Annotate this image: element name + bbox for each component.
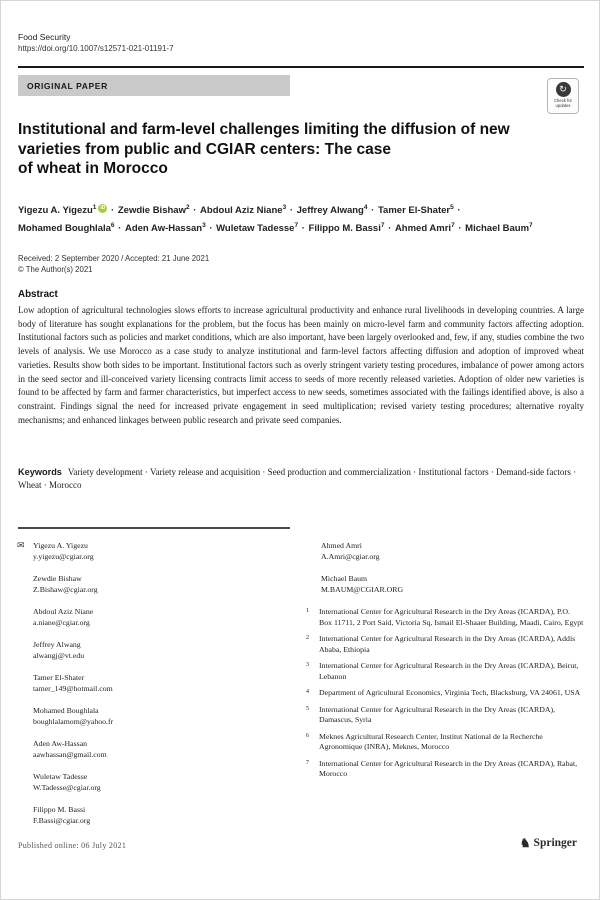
affiliation-item [306,705,584,726]
author-separator: · [190,205,200,217]
contact-block [306,541,584,562]
affiliation-number: 4 [306,689,309,695]
title-line-3: of wheat in Morocco [18,160,168,177]
author-affil-sup: 7 [294,222,299,230]
springer-knight-icon: ♞ [519,836,531,850]
contact-name: Jeffrey Alwang [33,640,81,649]
page-title [18,120,584,179]
author-separator: · [287,205,296,217]
contact-block [18,607,290,628]
check-updates-label: Check for updates [554,98,572,108]
author-separator: · [455,223,465,235]
contact-email[interactable]: alwangj@vt.edu [33,650,85,660]
affiliation-number: 3 [306,662,309,668]
author-affil-sup: 3 [282,204,287,211]
received-accepted: Received: 2 September 2020 / Accepted: 21 June 2021 [18,254,210,263]
affiliation-number: 7 [306,759,309,766]
contact-name: Ahmed Amri [321,541,362,550]
contact-email[interactable]: aawhassan@gmail.com [33,749,107,759]
author-affil-sup: 1 [92,204,97,211]
affiliation-text: Department of Agricultural Economics, Virginia Tech, Blacksburg, VA 24061, USA [319,688,581,697]
contact-name: Zewdie Bishaw [33,574,82,583]
contacts-column-right [306,541,584,786]
affiliation-text: International Center for Agricultural Research in the Dry Areas (ICARDA), Beirut, Lebanon [319,661,579,681]
author-affil-sup: 7 [451,222,455,230]
author-name: Jeffrey Alwang$^4$ [296,204,368,217]
article-type-banner [18,75,290,96]
affiliation-item [306,607,584,628]
affiliation-number: 2 [306,635,309,641]
contact-name: Yigezu A. Yigezu [33,541,88,550]
header-rule [18,66,584,68]
title-line-2: varieties from public and CGIAR centers: The case [18,140,391,158]
contact-name: Abdoul Aziz Niane [33,607,94,616]
footnote-rule [18,527,290,529]
affiliation-item [306,688,584,699]
contact-email[interactable]: A.Amri@cgiar.org [321,551,380,561]
affiliation-item [306,732,584,753]
affiliation-text: International Center for Agricultural Research in the Dry Areas (ICARDA), Rabat, Morocco [319,758,578,778]
contact-name: Wuletaw Tadesse [33,772,88,781]
author-name: Abdoul Aziz Niane$^3$ [200,204,287,217]
affiliation-item [306,634,584,655]
keywords-label: Keywords [18,467,62,477]
author-affil-sup: 6 [110,222,115,230]
author-list [18,200,584,236]
article-history [18,253,209,275]
contact-email[interactable]: y.yigezu@cgiar.org [33,551,94,561]
contact-email[interactable]: M.BAUM@CGIAR.ORG [321,584,404,594]
author-name: Ahmed Amri$^7$ [394,222,455,235]
author-separator: · [115,223,124,235]
author-affil-sup: 7 [380,222,385,230]
affiliation-number: 1 [306,608,309,614]
contact-block [18,772,290,793]
check-for-updates-badge[interactable] [547,78,579,114]
author-separator: · [385,223,394,235]
affiliation-list [306,607,584,780]
abstract-heading: Abstract [18,289,58,300]
contact-block [18,739,290,760]
author-name: Mohamed Boughlala$^6$ [18,222,115,235]
published-online: Published online: 06 July 2021 [18,841,127,850]
contact-email[interactable]: W.Tadesse@cgiar.org [33,782,101,792]
author-affil-sup: 2 [185,204,190,211]
contact-block [18,541,290,562]
doi-link[interactable]: https://doi.org/10.1007/s12571-021-01191-7 [18,44,174,53]
author-name: Wuletaw Tadesse$^7$ [216,222,299,235]
title-line-1: Institutional and farm-level challenges limiting the diffusion of new [18,121,510,138]
author-name: Michael Baum$^7$ [465,222,533,235]
contact-email[interactable]: Z.Bishaw@cgiar.org [33,584,98,594]
article-type-label: ORIGINAL PAPER [27,80,108,91]
affiliation-text: International Center for Agricultural Research in the Dry Areas (ICARDA), Addis Ababa, Ethiopia [319,634,576,654]
contact-email[interactable]: a.niane@cgiar.org [33,617,90,627]
author-affil-sup: 3 [202,222,206,230]
author-separator: · [108,205,117,217]
affiliation-item [306,661,584,682]
contact-block [18,673,290,694]
check-updates-icon: ↻ [556,82,571,97]
contact-name: Mohamed Boughlala [33,706,99,715]
orcid-icon[interactable]: iD [100,205,106,211]
author-name: Filippo M. Bassi$^7$ [308,222,385,235]
contact-block [18,640,290,661]
contact-block [306,574,584,595]
contact-email[interactable]: tamer_149@hotmail.com [33,683,113,693]
keywords-block [18,466,584,491]
contact-name: Aden Aw-Hassan [33,739,88,748]
envelope-icon: ✉ [17,540,25,550]
affiliation-number: 6 [306,732,309,739]
author-affil-sup: 4 [363,204,368,211]
affiliation-text: Meknes Agricultural Research Center, Institut National de la Recherche Agronomique (INRA), Meknes, Morocco [319,731,543,751]
author-name: Yigezu A. Yigezu$^1$ [18,204,97,217]
keywords-text: Variety development · Variety release and acquisition · Seed production and commercialization · Institutional factors · Demand-side factors · Wheat · Morocco [18,467,577,490]
author-separator: · [299,223,308,235]
contacts-column-left [18,541,290,838]
copyright-line: © The Author(s) 2021 [18,265,93,274]
author-affil-sup: 5 [450,204,454,211]
contact-block [18,805,290,826]
contact-name: Filippo M. Bassi [33,805,86,814]
contacts-right-list [306,541,584,595]
publisher-name: Springer [533,837,577,849]
author-separator: · [206,223,216,235]
contact-name: Tamer El-Shater [33,673,85,682]
author-name: Tamer El-Shater$^5$ [377,204,454,217]
contact-name: Michael Baum [321,574,368,583]
affiliation-text: International Center for Agricultural Research in the Dry Areas (ICARDA), Damascus, Syria [319,704,555,724]
contact-block [18,706,290,727]
journal-name: Food Security [18,32,71,42]
author-separator: · [454,205,461,217]
abstract-text: Low adoption of agricultural technologies slows efforts to increase agricultural productivity and enhance rural livelihoods in developing countries. A large body of literature has sought explanations for the problem, but the focus has been mainly on micro-level farm and community factors affecting adoption. Institutional factors such as policies and market conditions, which are also important, have been largely overlooked and, few, if any, studies combine the two levels of analysis. We use Morocco as a case study to analyze institutional and farm-level factors affecting diffusion and adoption of improved wheat varieties. Results show both sides to be important. Institutional factors such as overly stringent variety testing procedures, imbalance of power among actors in the seed sector and ill-conceived variety licensing contracts limit access to seeds of more recently released varieties. Adoption of older new varieties is found to be affected by farm and farmer characteristics, but imperfect access to new seeds, sometimes associated with the failings identified above, is also a constraint. Findings signal the need for increased private engagement in seed multiplication; revised variety testing procedures; alternative royalty mechanisms; and enhanced linkages between public research and private seed companies. [18,305,584,425]
contact-email[interactable]: F.Bassi@cgiar.org [33,815,91,825]
author-name: Aden Aw-Hassan$^3$ [124,222,206,235]
author-affil-sup: 7 [529,222,533,230]
contact-email[interactable]: boughlalamom@yahoo.fr [33,716,114,726]
author-separator: · [368,205,377,217]
affiliation-text: International Center for Agricultural Research in the Dry Areas (ICARDA), P.O. Box 11711, 2 Port Said, Victoria Sq, Ismail El-Shaaer Building, Maadi, Cairo, Egypt [319,607,584,627]
affiliation-item [306,759,584,780]
publisher-logo [520,837,577,849]
affiliation-number: 5 [306,705,309,712]
author-name: Zewdie Bishaw$^2$ [117,204,190,217]
contact-block [18,574,290,595]
